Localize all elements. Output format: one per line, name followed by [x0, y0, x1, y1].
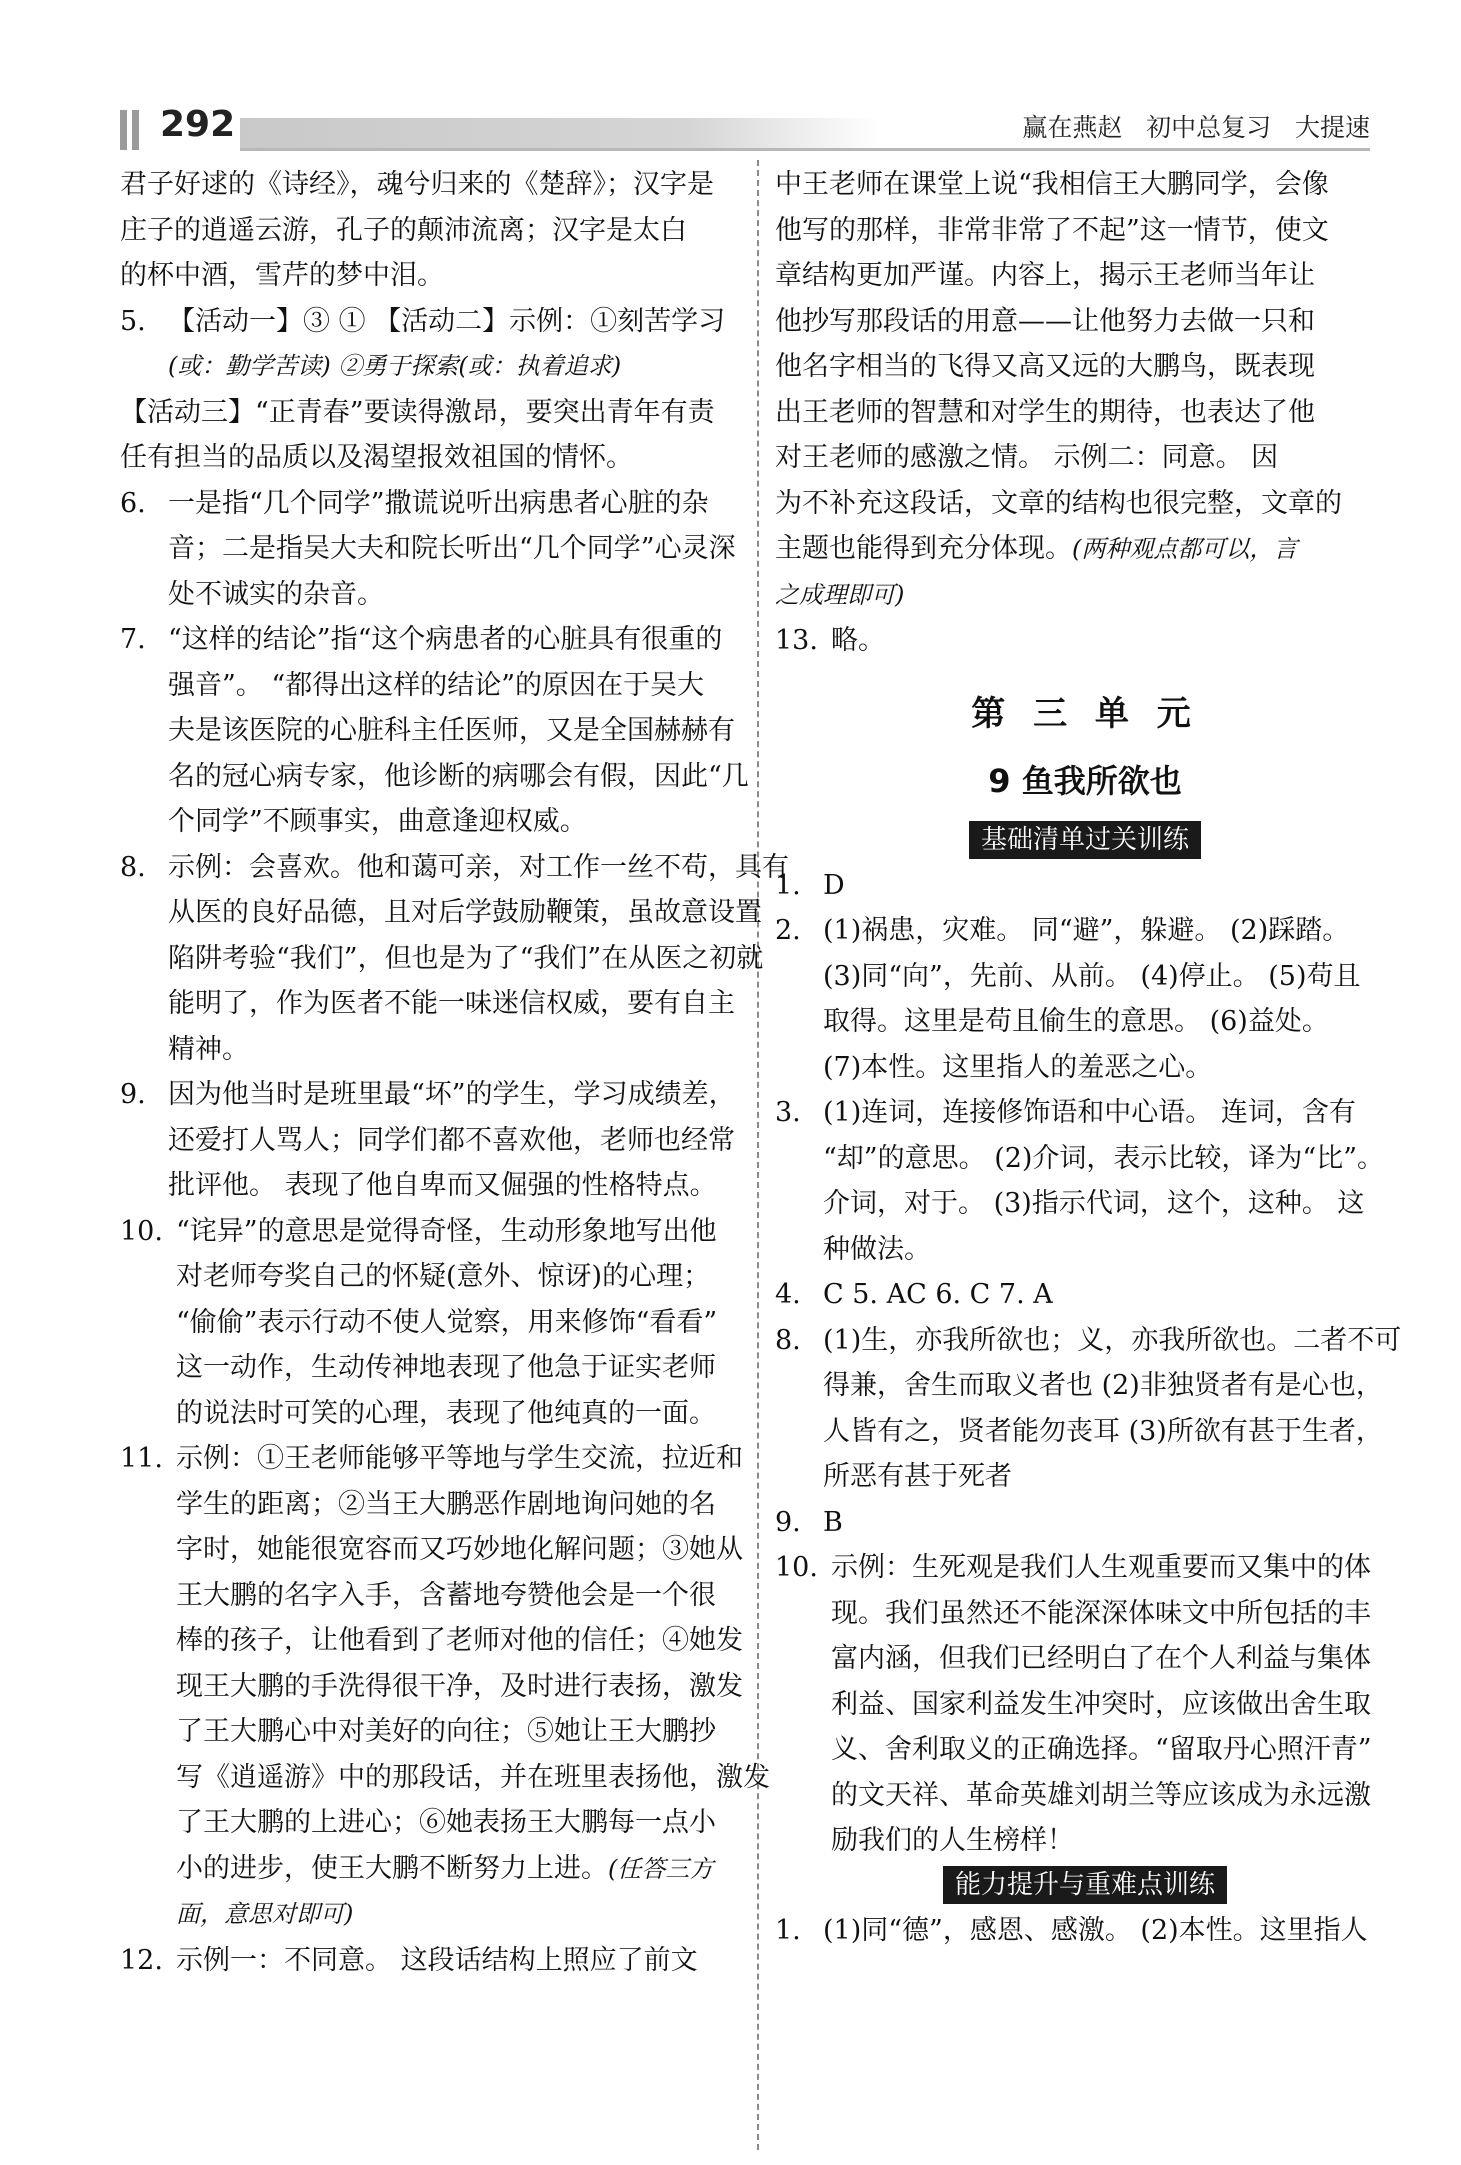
- item-number: 8.: [120, 851, 146, 883]
- item-number: 8.: [775, 1324, 801, 1356]
- text-line: 为不补充这段话，文章的结构也很完整，文章的: [775, 487, 1342, 519]
- answer-item-1: [775, 863, 1395, 909]
- header-bars-decoration: [120, 110, 144, 150]
- text-line: [775, 526, 1395, 573]
- answer-item-11: [120, 1436, 770, 1938]
- text-line: 得兼，舍生而取义者也 (2)非独贤者有是心也，: [823, 1370, 1383, 1401]
- text-line: 个同学”不顾事实，曲意逢迎权威。: [168, 806, 587, 837]
- text-line: 了王大鹏的上进心；⑥她表扬王大鹏每一点小: [176, 1807, 716, 1838]
- text-line: 对王老师的感激之情。 示例二：同意。 因: [775, 442, 1279, 473]
- text-line: [176, 1846, 770, 1893]
- text-line: 利益、国家利益发生冲突时，应该做出舍生取: [831, 1688, 1371, 1720]
- answer-item-13: [775, 618, 1395, 664]
- text-line: 棒的孩子，让他看到了老师对他的信任；④她发: [176, 1625, 743, 1656]
- header-rule: [240, 148, 1370, 151]
- text-line: 君子好逑的《诗经》，魂兮归来的《楚辞》；汉字是: [120, 169, 714, 200]
- text-line: 学生的距离；②当王大鹏恶作剧地询问她的名: [176, 1488, 716, 1520]
- lesson-title: 9 鱼我所欲也: [988, 762, 1182, 800]
- item-number: 10.: [775, 1552, 818, 1583]
- text-line: 从医的良好品德，且对后学鼓励鞭策，虽故意设置: [168, 897, 762, 928]
- item-number: 7.: [120, 624, 146, 655]
- text-line: 略。: [831, 625, 885, 656]
- answer-item-12: [120, 1938, 740, 1984]
- text-line: 名的冠心病专家，他诊断的病哪会有假，因此“几: [168, 760, 749, 792]
- text-line: (或：勤学苦读) ②勇于探索(或：执着追求): [168, 352, 622, 380]
- note-segment: (两种观点都可以，言: [1072, 535, 1298, 563]
- answer-item-6: [120, 481, 740, 618]
- text-line: 的说法时可笑的心理，表现了他纯真的一面。: [176, 1397, 716, 1429]
- item-number: 2.: [775, 915, 801, 946]
- section-tag-advanced: 能力提升与重难点训练: [943, 1866, 1227, 1904]
- text-line: 介词，对于。 (3)指示代词，这个，这种。 这: [823, 1188, 1365, 1219]
- text-line: 他抄写那段话的用意——让他努力去做一只和: [775, 305, 1315, 337]
- text-line: (1)生，亦我所欲也；义，亦我所欲也。二者不可: [823, 1324, 1402, 1356]
- answer-item-3: [775, 1090, 1395, 1272]
- text-line: 批评他。 表现了他自卑而又倔强的性格特点。: [168, 1170, 717, 1201]
- text-line: 这一动作，生动传神地表现了他急于证实老师: [176, 1352, 716, 1383]
- book-title: 赢在燕赵 初中总复习 大提速: [1022, 113, 1370, 142]
- text-line: “这样的结论”指“这个病患者的心脏具有很重的: [168, 624, 723, 655]
- text-line: 的杯中酒，雪芹的梦中泪。: [120, 260, 444, 291]
- text-line: 现王大鹏的手洗得很干净，及时进行表扬，激发: [176, 1670, 743, 1702]
- section-tag-basic: 基础清单过关训练: [969, 821, 1201, 859]
- item-number: 1.: [775, 1914, 801, 1946]
- right-column: [775, 162, 1402, 1953]
- item-number: 12.: [120, 1944, 163, 1976]
- text-line: 取得。这里是苟且偷生的意思。 (6)益处。: [823, 1006, 1329, 1037]
- item-number: 9.: [775, 1506, 801, 1538]
- item-number: 9.: [120, 1079, 146, 1110]
- text-line: 因为他当时是班里最“坏”的学生，学习成绩差，: [168, 1079, 736, 1110]
- text-line: 【活动一】③ ① 【活动二】示例：①刻苦学习: [168, 305, 726, 337]
- answer-item-8: [775, 1318, 1402, 1500]
- text-line: 还爱打人骂人；同学们都不喜欢他，老师也经常: [168, 1124, 735, 1156]
- text-line: 示例：会喜欢。他和蔼可亲，对工作一丝不苟，具有: [168, 851, 789, 883]
- text-line: 陷阱考验“我们”，但也是为了“我们”在从医之初就: [168, 942, 764, 974]
- text-line: 音；二是指吴大夫和院长听出“几个同学”心灵深: [168, 533, 736, 564]
- text-line: 一是指“几个同学”撒谎说听出病患者心脏的杂: [168, 487, 709, 519]
- text-line: B: [823, 1506, 843, 1538]
- item-number: 10.: [120, 1215, 163, 1247]
- answer-item-9: [775, 1500, 1395, 1546]
- item-number: 11.: [120, 1443, 163, 1474]
- text-line: 能明了，作为医者不能一味迷信权威，要有自主: [168, 988, 735, 1019]
- text-line: 他写的那样，非常非常了不起”这一情节，使文: [775, 214, 1329, 246]
- text-line: 夫是该医院的心脏科主任医师，又是全国赫赫有: [168, 715, 735, 746]
- unit-title: 第 三 单 元: [971, 693, 1199, 734]
- item-number: 13.: [775, 625, 818, 656]
- intro-paragraph: [120, 162, 740, 299]
- text-line: 出王老师的智慧和对学生的期待，也表达了他: [775, 396, 1315, 428]
- answer-item-4: [775, 1272, 1395, 1318]
- text-line: 【活动三】“正青春”要读得激昂，要突出青年有责: [120, 396, 715, 428]
- text-line: (1)祸患，灾难。 同“避”，躲避。 (2)踩踏。: [823, 915, 1350, 946]
- text-line: (1)同“德”，感恩、感激。 (2)本性。这里指人: [823, 1914, 1368, 1946]
- text-line: 了王大鹏心中对美好的向往；⑤她让王大鹏抄: [176, 1716, 716, 1747]
- text-line: (3)同“向”，先前、从前。 (4)停止。 (5)苟且: [823, 960, 1361, 992]
- text-line: 写《逍遥游》中的那段话，并在班里表扬他，激发: [176, 1761, 770, 1793]
- text-line: 富内涵，但我们已经明白了在个人利益与集体: [831, 1643, 1371, 1674]
- item-number: 1.: [775, 869, 801, 901]
- answer-item-5: [120, 299, 740, 390]
- text-line: 字时，她能很宽容而又巧妙地化解问题；③她从: [176, 1534, 743, 1565]
- note-segment: (任答三方: [608, 1854, 714, 1883]
- text-line: 中王老师在课堂上说“我相信王大鹏同学，会像: [775, 169, 1329, 200]
- text-line: 任有担当的品质以及渴望报效祖国的情怀。: [120, 442, 633, 473]
- answer-item-7: [120, 617, 749, 845]
- answer-item-2: [775, 908, 1395, 1090]
- page-header: [120, 104, 1370, 154]
- text-line: 示例：生死观是我们人生观重要而又集中的体: [831, 1552, 1371, 1583]
- answer-item-8: [120, 845, 789, 1073]
- item-number: 5.: [120, 305, 146, 337]
- text-line: C 5. AC 6. C 7. A: [823, 1279, 1053, 1310]
- text-segment: 小的进步，使王大鹏不断努力上进。: [176, 1852, 608, 1884]
- text-line: 示例一：不同意。 这段话结构上照应了前文: [176, 1944, 698, 1976]
- page-number: 292: [160, 104, 236, 145]
- text-line: 之成理即可): [775, 580, 905, 609]
- text-line: 示例：①王老师能够平等地与学生交流，拉近和: [176, 1443, 743, 1474]
- item-number: 4.: [775, 1279, 801, 1310]
- text-line: 的文天祥、革命英雄刘胡兰等应该成为永远激: [831, 1779, 1371, 1811]
- text-line: 精神。: [168, 1033, 249, 1065]
- text-line: 义、舍利取义的正确选择。“留取丹心照汗青”: [831, 1734, 1372, 1765]
- text-line: 处不诚实的杂音。: [168, 578, 384, 610]
- text-line: “却”的意思。 (2)介词，表示比较，译为“比”。: [823, 1142, 1385, 1174]
- text-line: 王大鹏的名字入手，含蓄地夸赞他会是一个很: [176, 1579, 716, 1611]
- left-column: [120, 162, 789, 1983]
- text-line: 强音”。 “都得出这样的结论”的原因在于吴大: [168, 669, 704, 701]
- text-line: 人皆有之，贤者能勿丧耳 (3)所欲有甚于生者，: [823, 1415, 1383, 1447]
- text-line: 现。我们虽然还不能深深体味文中所包括的丰: [831, 1597, 1371, 1629]
- text-line: (1)连词，连接修饰语和中心语。 连词，含有: [823, 1097, 1356, 1128]
- text-line: 对老师夸奖自己的怀疑(意外、惊讶)的心理；: [176, 1261, 711, 1292]
- text-line: 种做法。: [823, 1233, 931, 1265]
- answer-item-10: [775, 1545, 1395, 1864]
- item-number: 3.: [775, 1097, 801, 1128]
- text-line: 励我们的人生榜样！: [831, 1825, 1074, 1856]
- text-segment: 主题也能得到充分体现。: [775, 533, 1072, 564]
- text-line: 面，意思对即可): [176, 1900, 354, 1928]
- answer-item-1: [775, 1908, 1395, 1954]
- text-line: “偷偷”表示行动不使人觉察，用来修饰“看看”: [176, 1306, 718, 1338]
- answer-item-9: [120, 1072, 740, 1209]
- text-line: 所恶有甚于死者: [823, 1461, 1012, 1492]
- text-line: 章结构更加严谨。内容上，揭示王老师当年让: [775, 260, 1315, 291]
- text-line: (7)本性。这里指人的羞恶之心。: [823, 1051, 1213, 1083]
- text-line: D: [823, 869, 845, 901]
- text-line: 他名字相当的飞得又高又远的大鹏鸟，既表现: [775, 351, 1315, 382]
- item-number: 6.: [120, 487, 146, 519]
- answer-item-10: [120, 1209, 740, 1437]
- text-line: “诧异”的意思是觉得奇怪，生动形象地写出他: [176, 1215, 717, 1247]
- text-line: 庄子的逍遥云游，孔子的颠沛流离；汉字是太白: [120, 214, 687, 246]
- header-band-decoration: [240, 118, 880, 148]
